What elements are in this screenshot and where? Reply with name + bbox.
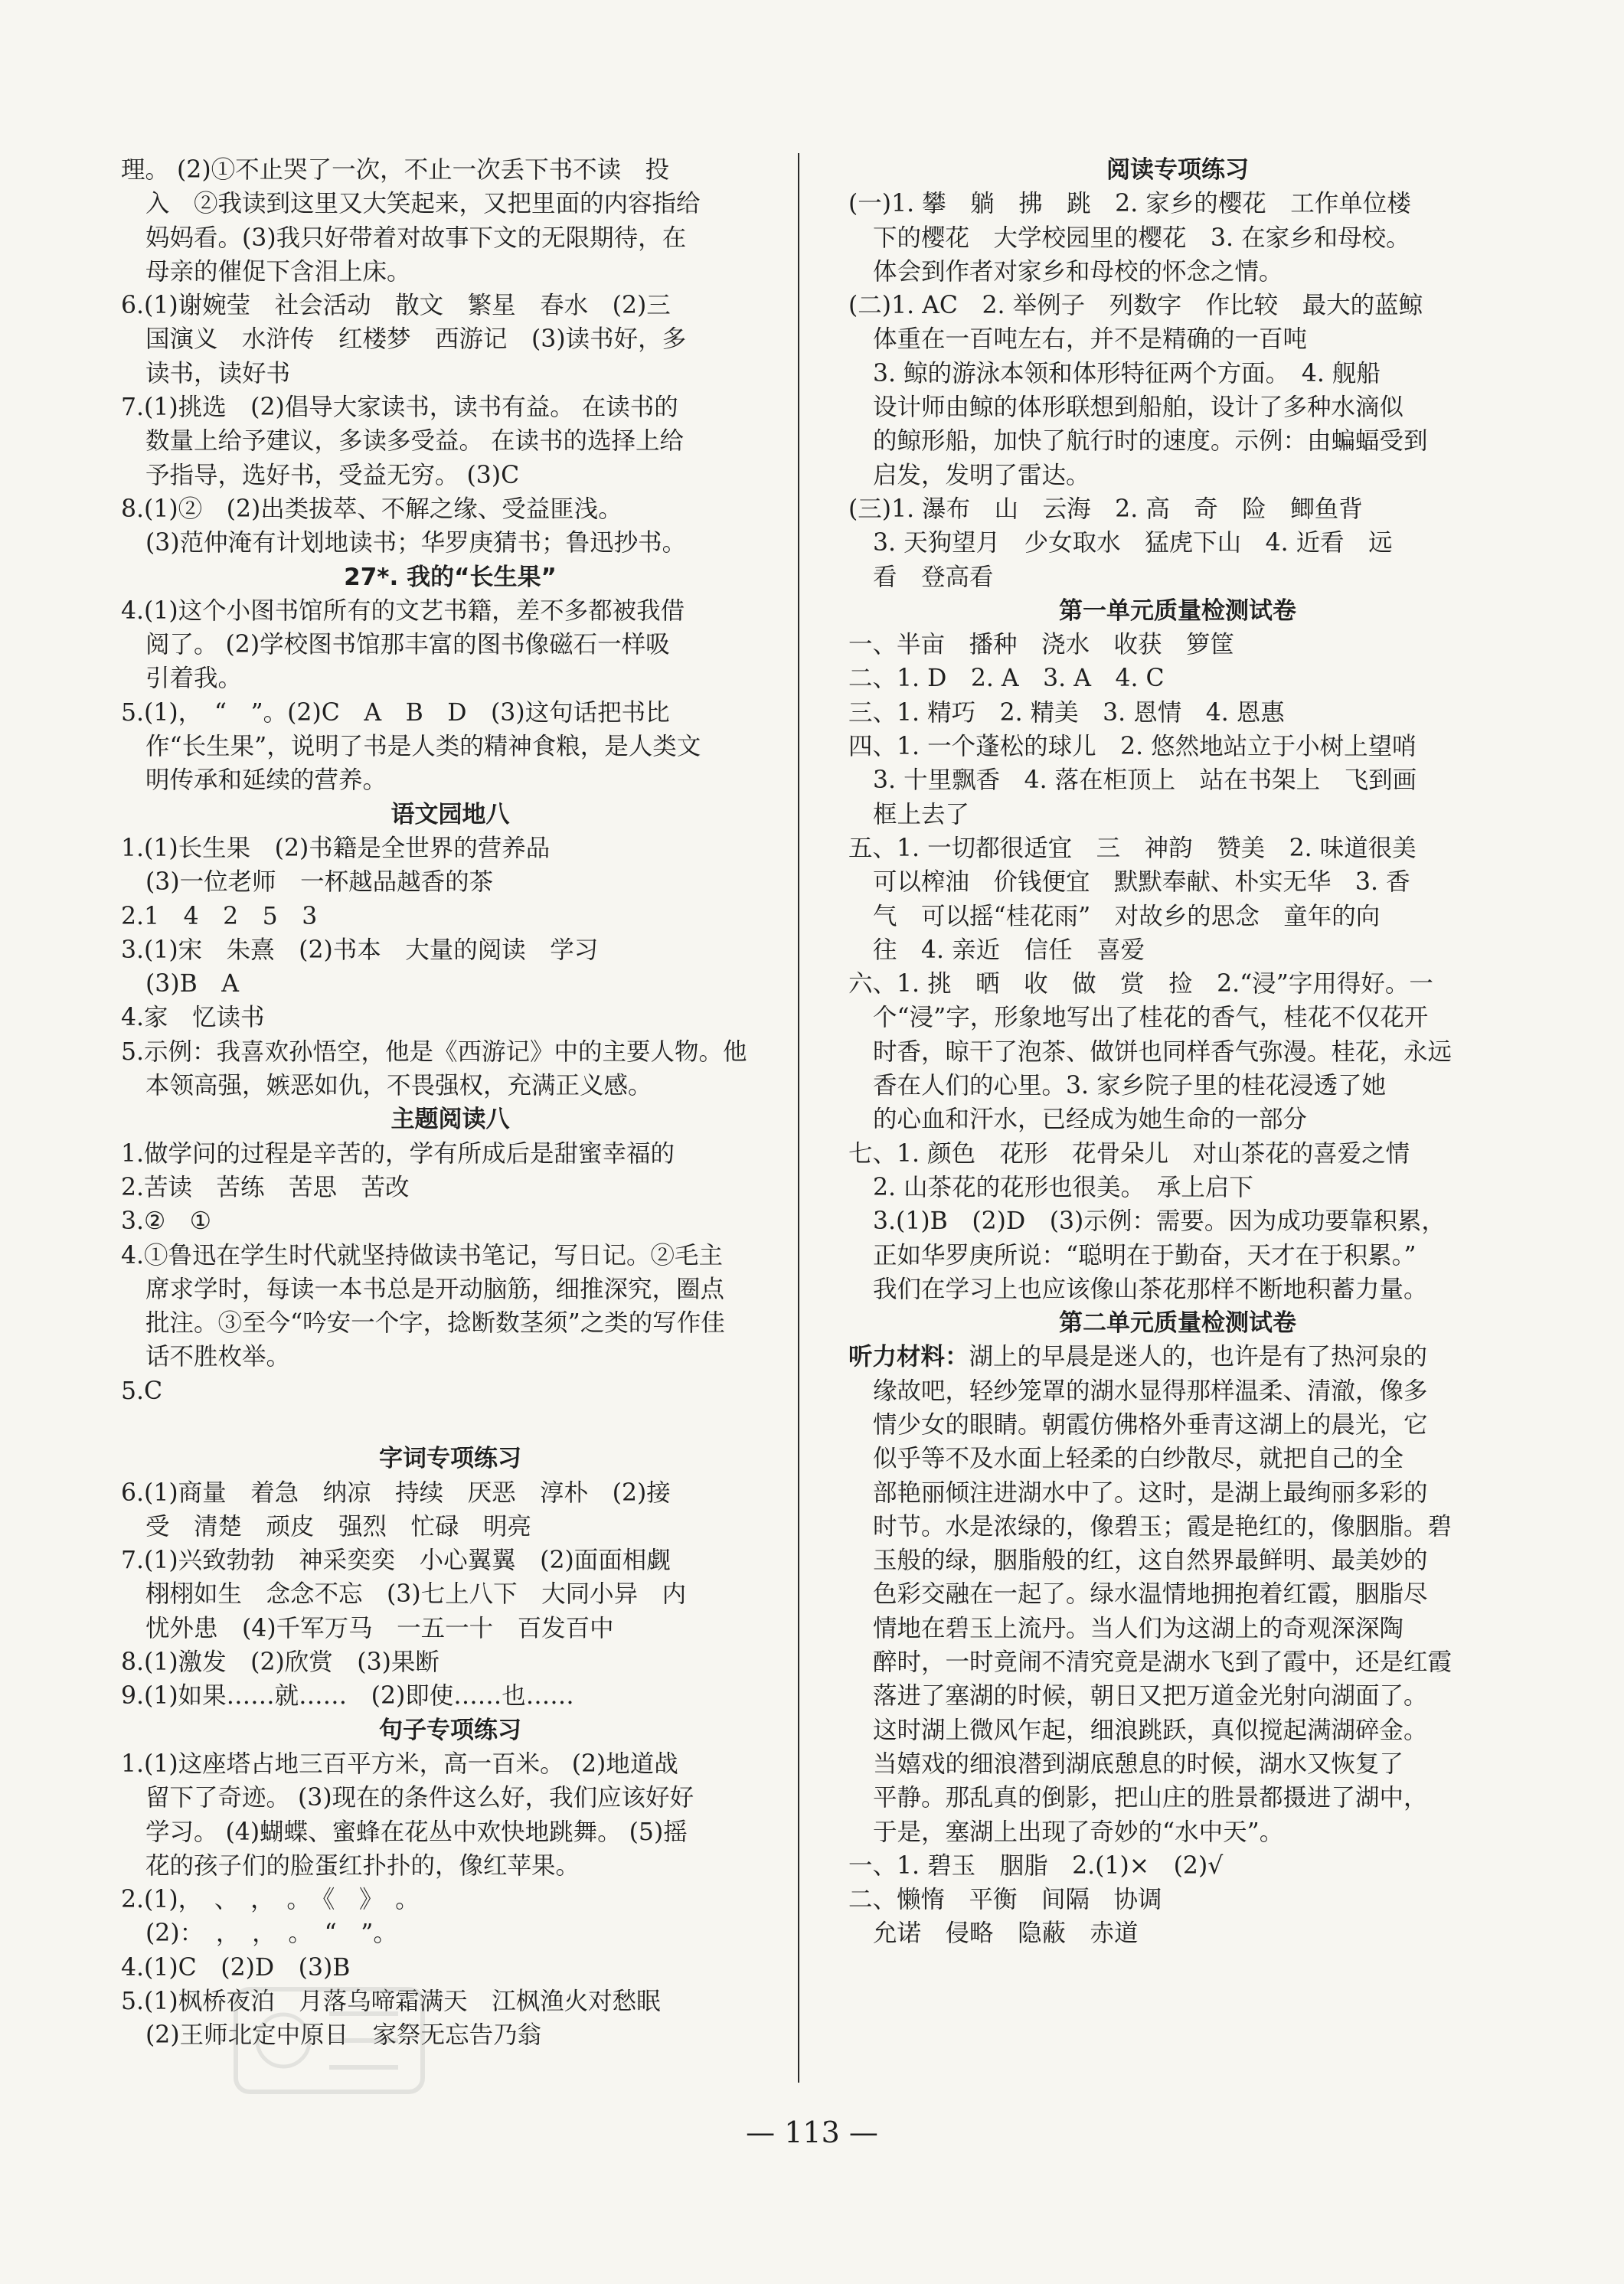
answer-line: 数量上给予建议，多读多受益。 在读书的选择上给 <box>145 427 685 456</box>
answer-line: 花的孩子们的脸蛋红扑扑的，像红苹果。 <box>145 1851 580 1880</box>
answer-line: 玉般的绿，胭脂般的红，这自然界最鲜明、最美妙的 <box>873 1547 1428 1575</box>
answer-line: 这时湖上微风乍起，细浪跳跃，真似搅起满湖碎金。 <box>873 1716 1428 1744</box>
section-heading: 语文园地八 <box>390 800 510 828</box>
answer-line: 5.(1)， “ ”。(2)C A B D (3)这句话把书比 <box>121 698 670 727</box>
section-heading: 字词专项练习 <box>379 1445 521 1473</box>
lead-label: 听力材料： <box>848 1343 969 1371</box>
answer-line: 六、1. 挑 晒 收 做 赏 捡 2.“浸”字用得好。一 <box>848 970 1433 998</box>
answer-line: 色彩交融在一起了。绿水温情地拥抱着红霞，胭脂尽 <box>873 1580 1428 1609</box>
answer-line: 香在人们的心里。3. 家乡院子里的桂花浸透了她 <box>873 1072 1387 1100</box>
answer-line: 二、懒惰 平衡 间隔 协调 <box>848 1886 1162 1914</box>
answer-line: 留下了奇迹。 (3)现在的条件这么好，我们应该好好 <box>145 1784 694 1812</box>
answer-line: 我们在学习上也应该像山茶花那样不断地积蓄力量。 <box>873 1275 1428 1303</box>
answer-line: 一、半亩 播种 浇水 收获 箩筐 <box>848 631 1235 659</box>
answer-line: (2)： ， ， 。 “ ”。 <box>145 1920 397 1948</box>
answer-line: 学习。 (4)蝴蝶、蜜蜂在花丛中欢快地跳舞。 (5)摇 <box>145 1818 688 1846</box>
left-column <box>121 153 779 2053</box>
answer-line: 落进了塞湖的时候，朝日又把万道金光射向湖面了。 <box>873 1682 1428 1711</box>
answer-line: 于是，塞湖上出现了奇妙的“水中天”。 <box>873 1818 1284 1846</box>
answer-line: 妈妈看。(3)我只好带着对故事下文的无限期待，在 <box>145 224 687 252</box>
answer-line: 五、1. 一切都很适宜 三 神韵 赞美 2. 味道很美 <box>848 834 1417 862</box>
answer-line: 可以榨油 价钱便宜 默默奉献、朴实无华 3. 香 <box>873 868 1410 897</box>
answer-line: 情少女的眼睛。朝霞仿佛格外垂青这湖上的晨光，它 <box>873 1410 1428 1439</box>
answer-line: 醉时，一时竟闹不清究竟是湖水飞到了霞中，还是红霞 <box>873 1648 1452 1677</box>
answer-line: 4.家 忆读书 <box>121 1004 265 1032</box>
answer-line: 明传承和延续的营养。 <box>145 766 387 795</box>
answer-line: 3. 鲸的游泳本领和体形特征两个方面。 4. 舰船 <box>873 359 1381 387</box>
answer-line: 5.(1)枫桥夜泊 月落乌啼霜满天 江枫渔火对愁眠 <box>121 1988 661 2016</box>
answer-line: 框上去了 <box>873 800 970 828</box>
answer-line: 引着我。 <box>145 665 243 693</box>
answer-line: 阅了。 (2)学校图书馆那丰富的图书像磁石一样吸 <box>145 631 670 659</box>
answer-line: 7.(1)兴致勃勃 神采奕奕 小心翼翼 (2)面面相觑 <box>121 1547 671 1575</box>
answer-line: 3.② ① <box>121 1207 212 1236</box>
answer-line: 批注。③至今“吟安一个字，捻断数茎须”之类的写作佳 <box>145 1309 725 1338</box>
section-heading: 27*. 我的“长生果” <box>344 563 557 591</box>
column-divider <box>798 153 799 2083</box>
answer-line: 的心血和汗水，已经成为她生命的一部分 <box>873 1106 1308 1134</box>
answer-line: 入 ②我读到这里又大笑起来，又把里面的内容指给 <box>145 190 701 218</box>
page-number: — 113 — <box>746 2116 878 2149</box>
answer-line: 个“浸”字，形象地写出了桂花的香气，桂花不仅花开 <box>873 1004 1429 1032</box>
answer-line: (三)1. 瀑布 山 云海 2. 高 奇 险 鲫鱼背 <box>848 495 1363 523</box>
answer-line: 正如华罗庚所说：“聪明在于勤奋，天才在于积累。” <box>873 1241 1417 1269</box>
answer-line: 栩栩如生 念念不忘 (3)七上八下 大同小异 内 <box>145 1580 687 1609</box>
answer-line: 缘故吧，轻纱笼罩的湖水显得那样温柔、清澈，像多 <box>873 1377 1428 1405</box>
lead-text: 湖上的早晨是迷人的，也许是有了热河泉的 <box>969 1343 1428 1371</box>
answer-line: 体会到作者对家乡和母校的怀念之情。 <box>873 257 1283 286</box>
answer-line: (一)1. 攀 躺 拂 跳 2. 家乡的樱花 工作单位楼 <box>848 190 1411 218</box>
section-heading: 阅读专项练习 <box>1106 156 1249 184</box>
right-column <box>848 153 1507 1951</box>
answer-line: 母亲的催促下含泪上床。 <box>145 257 411 286</box>
answer-line: 8.(1)激发 (2)欣赏 (3)果断 <box>121 1648 439 1677</box>
answer-line: 国演义 水浒传 红楼梦 西游记 (3)读书好，多 <box>145 325 687 354</box>
answer-line: 下的樱花 大学校园里的樱花 3. 在家乡和母校。 <box>873 224 1410 252</box>
watermark-stamp-icon <box>230 1983 429 2098</box>
answer-line: 情地在碧玉上流丹。当人们为这湖上的奇观深深陶 <box>873 1614 1404 1642</box>
answer-line: 9.(1)如果……就…… (2)即使……也…… <box>121 1682 574 1711</box>
answer-line: 二、1. D 2. A 3. A 4. C <box>848 665 1165 693</box>
answer-line: 启发，发明了雷达。 <box>873 461 1090 489</box>
answer-line: 3.(1)宋 朱熹 (2)书本 大量的阅读 学习 <box>121 936 599 964</box>
answer-line: (3)一位老师 一杯越品越香的茶 <box>145 868 494 897</box>
answer-line: 似乎等不及水面上轻柔的白纱散尽，就把自己的全 <box>873 1445 1404 1473</box>
answer-line: 三、1. 精巧 2. 精美 3. 恩情 4. 恩惠 <box>848 698 1285 727</box>
answer-line-with-lead <box>848 1340 1507 1374</box>
answer-line: 当嬉戏的细浪潜到湖底憩息的时候，湖水又恢复了 <box>873 1750 1404 1778</box>
answer-line: 2.1 4 2 5 3 <box>121 902 318 930</box>
answer-line: 忧外患 (4)千军万马 一五一十 百发百中 <box>145 1614 614 1642</box>
answer-line: 话不胜枚举。 <box>145 1343 291 1371</box>
answer-line: 3. 十里飘香 4. 落在柜顶上 站在书架上 飞到画 <box>873 766 1417 795</box>
answer-line: 5.示例：我喜欢孙悟空，他是《西游记》中的主要人物。他 <box>121 1037 747 1066</box>
answer-line: 2.苦读 苦练 苦思 苦改 <box>121 1173 410 1201</box>
answer-line: 一、1. 碧玉 胭脂 2.(1)× (2)√ <box>848 1851 1224 1880</box>
answer-line: 1.(1)长生果 (2)书籍是全世界的营养品 <box>121 834 551 862</box>
answer-line: 3. 天狗望月 少女取水 猛虎下山 4. 近看 远 <box>873 529 1393 557</box>
answer-line: (3)范仲淹有计划地读书；华罗庚猜书；鲁迅抄书。 <box>145 529 687 557</box>
answer-line: 6.(1)商量 着急 纳凉 持续 厌恶 淳朴 (2)接 <box>121 1479 671 1507</box>
answer-line: 设计师由鲸的体形联想到船舶，设计了多种水滴似 <box>873 394 1404 422</box>
section-heading: 句子专项练习 <box>379 1716 521 1744</box>
answer-line: 1.做学问的过程是辛苦的，学有所成后是甜蜜幸福的 <box>121 1139 675 1168</box>
answer-line: 6.(1)谢婉莹 社会活动 散文 繁星 春水 (2)三 <box>121 292 671 320</box>
answer-line: 往 4. 亲近 信任 喜爱 <box>873 936 1145 964</box>
answer-line: 时香，晾干了泡茶、做饼也同样香气弥漫。桂花，永远 <box>873 1037 1452 1066</box>
answer-line: 受 清楚 顽皮 强烈 忙碌 明亮 <box>145 1512 532 1541</box>
answer-line: 本领高强，嫉恶如仇，不畏强权，充满正义感。 <box>145 1072 652 1100</box>
answer-line: 读书，读好书 <box>145 359 291 387</box>
answer-line: 作“长生果”，说明了书是人类的精神食粮，是人类文 <box>145 733 701 761</box>
answer-line: 4.①鲁迅在学生时代就坚持做读书笔记，写日记。②毛主 <box>121 1241 724 1269</box>
answer-line: 时节。水是浓绿的，像碧玉；霞是艳红的，像胭脂。碧 <box>873 1512 1452 1541</box>
answer-line: 予指导，选好书，受益无穷。 (3)C <box>145 461 520 489</box>
answer-line: 允诺 侵略 隐蔽 赤道 <box>873 1920 1139 1948</box>
answer-line: 3.(1)B (2)D (3)示例：需要。因为成功要靠积累， <box>873 1207 1446 1236</box>
section-heading: 主题阅读八 <box>390 1106 510 1134</box>
answer-line: 1.(1)这座塔占地三百平方米，高一百米。 (2)地道战 <box>121 1750 678 1778</box>
answer-line: 5.C <box>121 1377 163 1405</box>
answer-line: 七、1. 颜色 花形 花骨朵儿 对山茶花的喜爱之情 <box>848 1139 1410 1168</box>
answer-line: 7.(1)挑选 (2)倡导大家读书，读书有益。 在读书的 <box>121 394 678 422</box>
answer-line: 4.(1)C (2)D (3)B <box>121 1953 351 1982</box>
answer-line: 看 登高看 <box>873 563 994 591</box>
answer-line: 气 可以摇“桂花雨” 对故乡的思念 童年的向 <box>873 902 1381 930</box>
answer-line: (2)王师北定中原日 家祭无忘告乃翁 <box>145 2021 542 2050</box>
section-heading: 第二单元质量检测试卷 <box>1059 1309 1296 1338</box>
spacer <box>121 1408 779 1442</box>
section-heading: 第一单元质量检测试卷 <box>1059 596 1296 625</box>
answer-line: 8.(1)② (2)出类拔萃、不解之缘、受益匪浅。 <box>121 495 622 523</box>
answer-line: 四、1. 一个蓬松的球儿 2. 悠然地站立于小树上望哨 <box>848 733 1417 761</box>
answer-line: 席求学时，每读一本书总是开动脑筋，细推深究，圈点 <box>145 1275 725 1303</box>
answer-line: 体重在一百吨左右，并不是精确的一百吨 <box>873 325 1308 354</box>
answer-line: 的鲸形船，加快了航行时的速度。示例：由蝙蝠受到 <box>873 427 1428 456</box>
answer-line: 4.(1)这个小图书馆所有的文艺书籍，差不多都被我借 <box>121 596 685 625</box>
answer-line: (二)1. AC 2. 举例子 列数字 作比较 最大的蓝鲸 <box>848 292 1423 320</box>
answer-line: 理。 (2)①不止哭了一次，不止一次丢下书不读 投 <box>121 156 670 184</box>
answer-line: 2. 山茶花的花形也很美。 承上启下 <box>873 1173 1253 1201</box>
answer-line: 部艳丽倾注进湖水中了。这时，是湖上最绚丽多彩的 <box>873 1479 1428 1507</box>
answer-line: 平静。那乱真的倒影，把山庄的胜景都摄进了湖中， <box>873 1784 1428 1812</box>
answer-line: 2.(1)， 、 ， 。 《 》 。 <box>121 1886 420 1914</box>
answer-line: (3)B A <box>145 970 240 998</box>
